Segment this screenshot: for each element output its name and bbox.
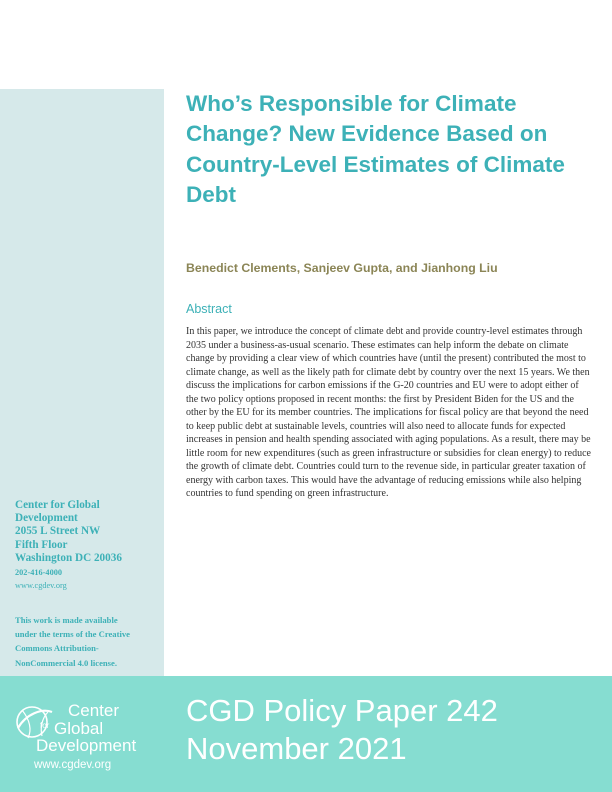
org-name-line2: Development [15, 512, 78, 525]
abstract-body: In this paper, we introduce the concept of climate debt and provide country-level estimates through 2035 under a business-as-usual scenario. These estimates can help inform the debate on climate change by providing a clear view of which countries have (until the present) contributed the most to climate change, as well as the likely path for climate debt by country over the next 15 years. We then discuss the implications for carbon emissions if the G-20 countries and EU were to adopt either of the two policy options proposed in recent months: the first by President Biden for the US and the other by the EU for its member countries. The implications for fiscal policy are that beyond the need to keep public debt at sustainable levels, countries will also need to allocate funds for expected increases in pension and health spending associated with aging populations. As a result, there may be little room for new expenditures (such as green infrastructure or subsidies for clean energy) to reduce the growth of climate debt. Countries could turn to the revenue side, in particular greater taxation of energy with carbon taxes. This would have the advantage of reducing emissions while also helping countries to fund spending on green infrastructure. [186, 326, 591, 499]
paper-title: Who’s Responsible for Climate Change? New Evidence Based on Country-Level Estimates of Climate Debt [186, 91, 565, 207]
logo-url[interactable]: www.cgdev.org [34, 759, 112, 771]
license-line: Commons Attribution- [15, 643, 99, 654]
city: Washington DC 20036 [15, 551, 122, 564]
logo-development: Development [36, 736, 137, 755]
cgd-logo [10, 696, 160, 778]
logo-center: Center [68, 701, 120, 720]
logo-for: for [40, 720, 50, 730]
phone-number: 202-416-4000 [15, 568, 63, 578]
floor: Fifth Floor [15, 538, 68, 551]
policy-paper-number: CGD Policy Paper 242 [186, 693, 498, 728]
authors: Benedict Clements, Sanjeev Gupta, and Jianhong Liu [186, 261, 498, 275]
license-line: under the terms of the Creative [15, 629, 130, 640]
org-name-line1: Center for Global [15, 499, 100, 511]
logo-for-global [36, 720, 136, 738]
series-info [186, 692, 498, 768]
street-address: 2055 L Street NW [15, 525, 101, 538]
logo-wordmark [36, 702, 136, 755]
org-address [15, 499, 160, 592]
license-line: NonCommercial 4.0 license. [15, 657, 117, 668]
license-line: This work is made available [15, 615, 118, 625]
publication-date: November 2021 [186, 731, 407, 766]
license-notice [15, 613, 160, 670]
website-link[interactable]: www.cgdev.org [15, 581, 67, 591]
abstract-heading: Abstract [186, 302, 232, 316]
logo-global: Global [54, 718, 104, 738]
